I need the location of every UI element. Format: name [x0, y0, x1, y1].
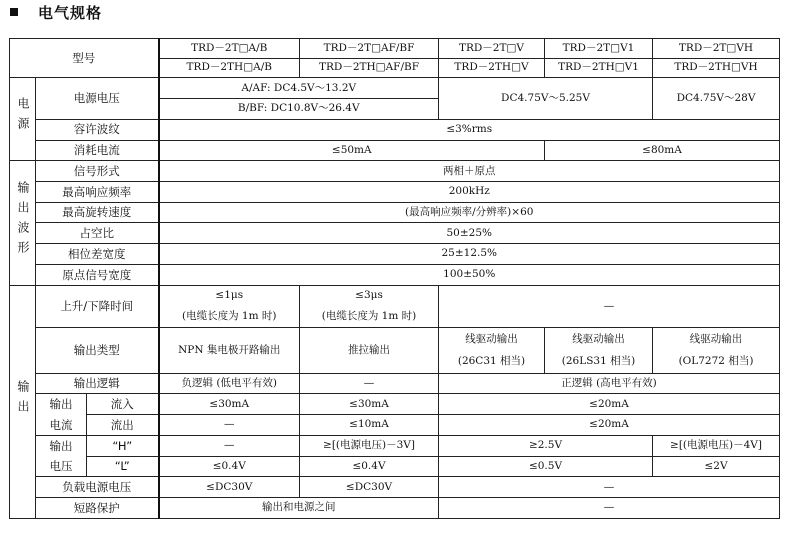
power-ripple-value: ≤3%rms: [159, 119, 780, 140]
output-rise-label: 上升/下降时间: [36, 285, 159, 328]
power-ripple-label: 容许波纹: [36, 119, 159, 140]
output-high-af: ≥[(电源电压)－3V]: [300, 435, 439, 456]
output-short-label: 短路保护: [36, 497, 159, 518]
table-row: [10, 140, 780, 161]
table-row: [10, 328, 780, 374]
output-current-label: 输出 电流: [36, 394, 87, 435]
table-row: [10, 394, 780, 415]
square-bullet-icon: [10, 8, 18, 16]
output-rise-rest: —: [439, 285, 780, 328]
table-row: [10, 415, 780, 436]
waveform-value: 200kHz: [159, 181, 780, 202]
waveform-label: 相位差宽度: [36, 244, 159, 265]
power-voltage-bf: B/BF: DC10.8V～26.4V: [159, 99, 439, 120]
table-row: [10, 39, 780, 59]
waveform-value: (最高响应频率/分辨率)×60: [159, 202, 780, 223]
table-row: [10, 78, 780, 99]
output-voltage-label: 输出 电压: [36, 435, 87, 476]
table-row: [10, 244, 780, 265]
electrical-spec-table: [9, 38, 780, 519]
output-high-vh: ≥[(电源电压)－4V]: [653, 435, 780, 456]
output-short-rest: —: [439, 497, 780, 518]
waveform-label: 原点信号宽度: [36, 264, 159, 285]
model-cell: TRD－2TH□VH: [653, 58, 780, 78]
waveform-value: 两相＋原点: [159, 161, 780, 182]
power-category: 电源: [10, 78, 36, 161]
power-current-label: 消耗电流: [36, 140, 159, 161]
waveform-label: 最高响应频率: [36, 181, 159, 202]
output-type-ab: NPN 集电极开路输出: [159, 328, 300, 374]
power-current-left: ≤50mA: [159, 140, 545, 161]
output-high-v: ≥2.5V: [439, 435, 653, 456]
waveform-label: 最高旋转速度: [36, 202, 159, 223]
power-voltage-vh: DC4.75V～28V: [653, 78, 780, 119]
output-type-v: 线驱动输出 (26C31 相当): [439, 328, 545, 374]
output-type-af: 推拉输出: [300, 328, 439, 374]
waveform-category: 输出波形: [10, 161, 36, 285]
model-label: 型号: [10, 39, 159, 78]
output-source-rest: ≤20mA: [439, 415, 780, 436]
table-row: [10, 264, 780, 285]
output-low-vh: ≤2V: [653, 456, 780, 477]
table-row: [10, 223, 780, 244]
table-row: [10, 477, 780, 498]
output-sink-ab: ≤30mA: [159, 394, 300, 415]
output-load-af: ≤DC30V: [300, 477, 439, 498]
output-logic-ab: 负逻辑 (低电平有效): [159, 373, 300, 394]
model-cell: TRD－2T□AF/BF: [300, 39, 439, 59]
table-row: [10, 373, 780, 394]
output-type-v1: 线驱动输出 (26LS31 相当): [545, 328, 653, 374]
model-cell: TRD－2TH□V1: [545, 58, 653, 78]
output-high-label: “H”: [87, 435, 159, 456]
section-title: 电气规格: [38, 3, 103, 22]
table-row: [10, 202, 780, 223]
table-row: [10, 435, 780, 456]
output-logic-af: —: [300, 373, 439, 394]
output-load-label: 负载电源电压: [36, 477, 159, 498]
model-cell: TRD－2T□VH: [653, 39, 780, 59]
table-row: [10, 181, 780, 202]
waveform-label: 信号形式: [36, 161, 159, 182]
power-voltage-label: 电源电压: [36, 78, 159, 119]
output-low-v: ≤0.5V: [439, 456, 653, 477]
table-row: [10, 497, 780, 518]
output-source-ab: —: [159, 415, 300, 436]
output-rise-ab: ≤1μs (电缆长度为 1m 时): [159, 285, 300, 328]
output-short-abaf: 输出和电源之间: [159, 497, 439, 518]
output-low-af: ≤0.4V: [300, 456, 439, 477]
output-load-rest: —: [439, 477, 780, 498]
output-low-ab: ≤0.4V: [159, 456, 300, 477]
power-voltage-v: DC4.75V～5.25V: [439, 78, 653, 119]
table-row: [10, 161, 780, 182]
output-type-label: 输出类型: [36, 328, 159, 374]
output-low-label: “L”: [87, 456, 159, 477]
table-row: [10, 456, 780, 477]
output-sink-label: 流入: [87, 394, 159, 415]
output-source-af: ≤10mA: [300, 415, 439, 436]
model-cell: TRD－2TH□AF/BF: [300, 58, 439, 78]
table-row: [10, 119, 780, 140]
model-cell: TRD－2T□V: [439, 39, 545, 59]
section-heading: [10, 2, 102, 22]
output-type-vh: 线驱动输出 (OL7272 相当): [653, 328, 780, 374]
waveform-value: 25±12.5%: [159, 244, 780, 265]
output-load-ab: ≤DC30V: [159, 477, 300, 498]
waveform-value: 100±50%: [159, 264, 780, 285]
model-cell: TRD－2T□A/B: [159, 39, 300, 59]
output-high-ab: —: [159, 435, 300, 456]
output-sink-rest: ≤20mA: [439, 394, 780, 415]
model-cell: TRD－2TH□A/B: [159, 58, 300, 78]
waveform-value: 50±25%: [159, 223, 780, 244]
model-cell: TRD－2TH□V: [439, 58, 545, 78]
output-sink-af: ≤30mA: [300, 394, 439, 415]
power-voltage-af: A/AF: DC4.5V～13.2V: [159, 78, 439, 99]
model-cell: TRD－2T□V1: [545, 39, 653, 59]
output-source-label: 流出: [87, 415, 159, 436]
output-rise-af: ≤3μs (电缆长度为 1m 时): [300, 285, 439, 328]
output-category: 输出: [10, 285, 36, 518]
output-logic-label: 输出逻辑: [36, 373, 159, 394]
output-logic-rest: 正逻辑 (高电平有效): [439, 373, 780, 394]
waveform-label: 占空比: [36, 223, 159, 244]
power-current-right: ≤80mA: [545, 140, 780, 161]
table-row: [10, 285, 780, 328]
